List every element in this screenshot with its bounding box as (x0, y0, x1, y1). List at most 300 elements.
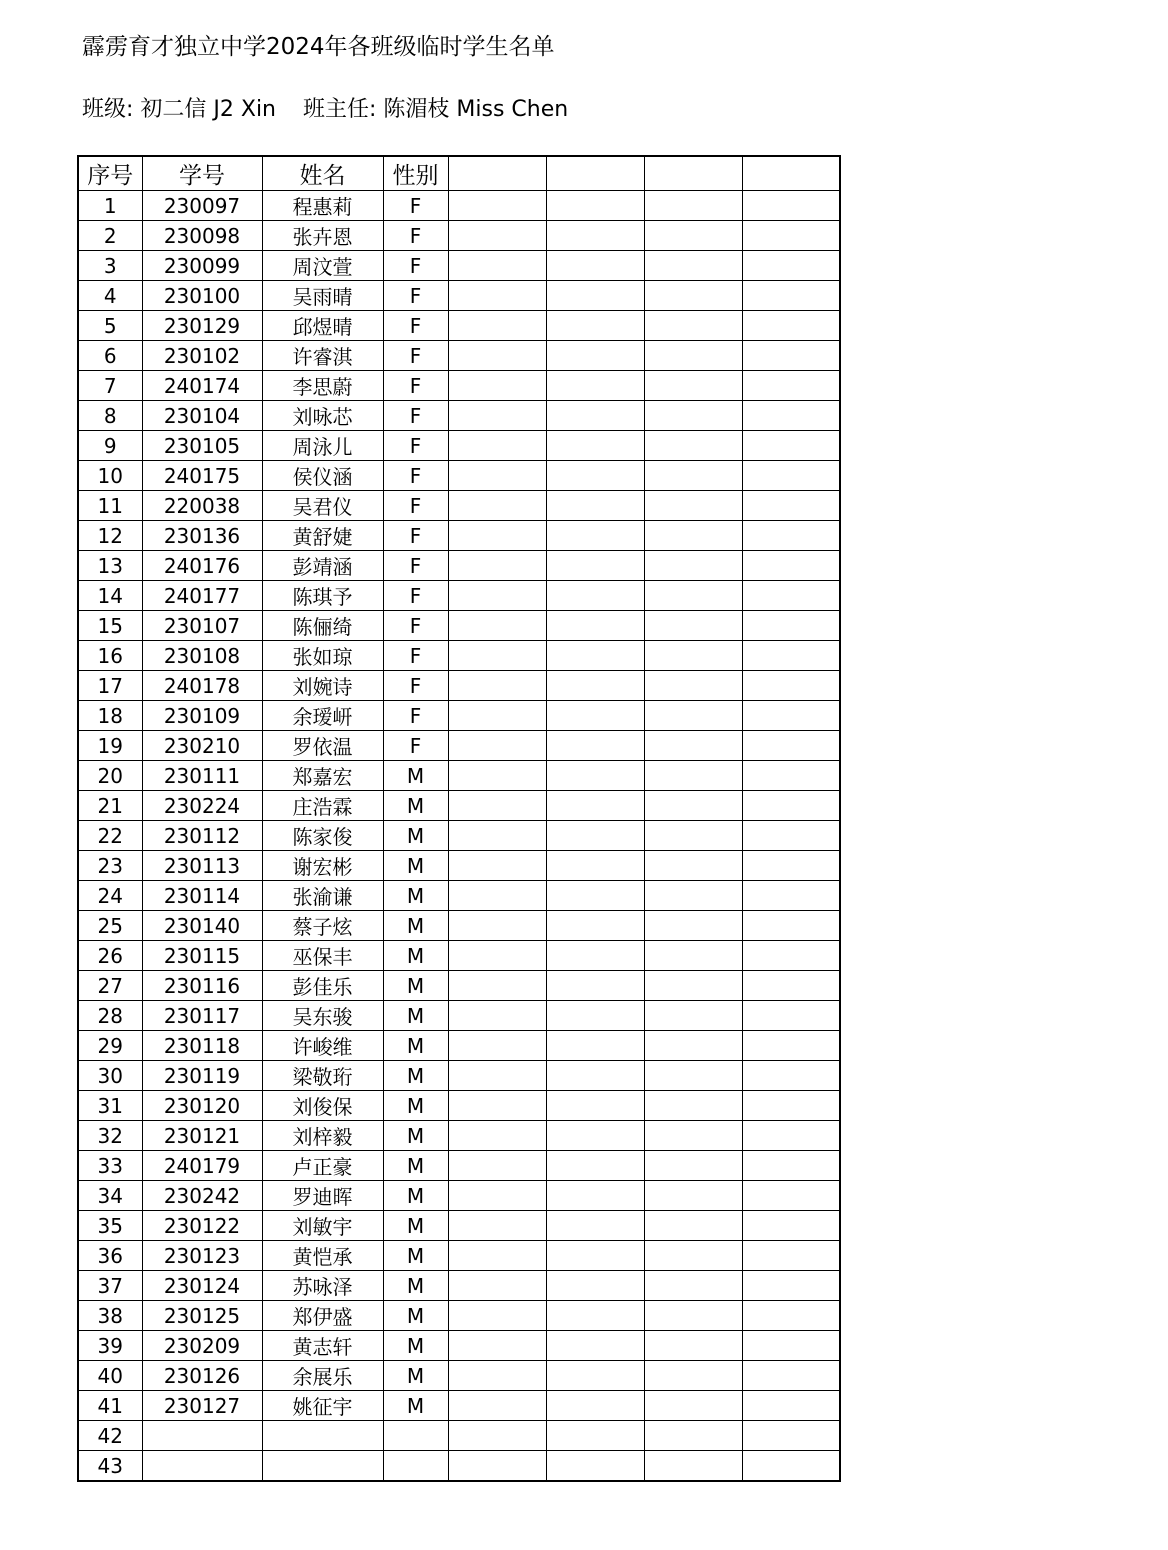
student-name-cell: 罗依温 (262, 731, 383, 761)
blank-cell (448, 731, 546, 761)
blank-cell (546, 431, 644, 461)
blank-cell (448, 611, 546, 641)
gender-cell: F (383, 491, 448, 521)
blank-cell (448, 1421, 546, 1451)
blank-cell (742, 941, 840, 971)
table-row (78, 1091, 840, 1121)
table-row (78, 1241, 840, 1271)
student-name-cell (262, 1421, 383, 1451)
gender-cell: M (383, 1001, 448, 1031)
blank-cell (546, 671, 644, 701)
blank-cell (644, 221, 742, 251)
blank-cell (644, 1181, 742, 1211)
gender-cell: M (383, 1031, 448, 1061)
table-row (78, 1211, 840, 1241)
table-row (78, 1001, 840, 1031)
blank-cell (742, 1151, 840, 1181)
student-id-cell: 230136 (142, 521, 262, 551)
seq-cell: 20 (78, 761, 142, 791)
blank-cell (644, 1091, 742, 1121)
seq-cell: 30 (78, 1061, 142, 1091)
blank-cell (644, 941, 742, 971)
table-row (78, 281, 840, 311)
blank-cell (644, 371, 742, 401)
seq-cell: 13 (78, 551, 142, 581)
seq-cell: 2 (78, 221, 142, 251)
blank-cell (546, 221, 644, 251)
blank-cell (546, 1421, 644, 1451)
header-blank-4 (742, 156, 840, 191)
table-row (78, 251, 840, 281)
student-id-cell: 240179 (142, 1151, 262, 1181)
blank-cell (448, 1271, 546, 1301)
blank-cell (546, 1271, 644, 1301)
table-row (78, 491, 840, 521)
student-name-cell: 侯仪涵 (262, 461, 383, 491)
blank-cell (644, 971, 742, 1001)
blank-cell (448, 1211, 546, 1241)
gender-cell: F (383, 521, 448, 551)
blank-cell (448, 641, 546, 671)
student-id-cell: 230098 (142, 221, 262, 251)
student-id-cell: 230123 (142, 1241, 262, 1271)
blank-cell (742, 701, 840, 731)
gender-cell: F (383, 191, 448, 221)
student-id-cell: 240175 (142, 461, 262, 491)
blank-cell (546, 1031, 644, 1061)
gender-cell: F (383, 701, 448, 731)
student-id-cell: 230242 (142, 1181, 262, 1211)
blank-cell (546, 461, 644, 491)
blank-cell (644, 461, 742, 491)
blank-cell (742, 401, 840, 431)
student-id-cell: 230121 (142, 1121, 262, 1151)
blank-cell (742, 1181, 840, 1211)
blank-cell (546, 611, 644, 641)
blank-cell (546, 551, 644, 581)
blank-cell (448, 431, 546, 461)
seq-cell: 16 (78, 641, 142, 671)
blank-cell (448, 1031, 546, 1061)
blank-cell (644, 821, 742, 851)
blank-cell (644, 1361, 742, 1391)
student-id-cell: 230111 (142, 761, 262, 791)
blank-cell (546, 371, 644, 401)
table-row (78, 971, 840, 1001)
blank-cell (742, 251, 840, 281)
seq-cell: 43 (78, 1451, 142, 1482)
table-row (78, 581, 840, 611)
gender-cell: F (383, 341, 448, 371)
blank-cell (742, 521, 840, 551)
student-name-cell: 黄恺承 (262, 1241, 383, 1271)
blank-cell (546, 341, 644, 371)
blank-cell (546, 701, 644, 731)
blank-cell (742, 581, 840, 611)
table-row (78, 431, 840, 461)
seq-cell: 5 (78, 311, 142, 341)
blank-cell (644, 1451, 742, 1482)
blank-cell (644, 851, 742, 881)
table-row (78, 551, 840, 581)
table-row (78, 611, 840, 641)
seq-cell: 18 (78, 701, 142, 731)
blank-cell (546, 1391, 644, 1421)
seq-cell: 14 (78, 581, 142, 611)
blank-cell (546, 521, 644, 551)
blank-cell (546, 1241, 644, 1271)
gender-cell: M (383, 1391, 448, 1421)
blank-cell (448, 551, 546, 581)
blank-cell (644, 1151, 742, 1181)
blank-cell (742, 1451, 840, 1482)
table-row (78, 401, 840, 431)
blank-cell (448, 761, 546, 791)
student-id-cell: 230097 (142, 191, 262, 221)
seq-cell: 38 (78, 1301, 142, 1331)
blank-cell (644, 1271, 742, 1301)
student-id-cell: 230113 (142, 851, 262, 881)
table-header-row (78, 156, 840, 191)
blank-cell (448, 1181, 546, 1211)
student-id-cell: 230124 (142, 1271, 262, 1301)
student-name-cell: 吴东骏 (262, 1001, 383, 1031)
blank-cell (546, 311, 644, 341)
student-id-cell: 230120 (142, 1091, 262, 1121)
blank-cell (742, 1061, 840, 1091)
seq-cell: 28 (78, 1001, 142, 1031)
blank-cell (448, 971, 546, 1001)
student-name-cell: 彭佳乐 (262, 971, 383, 1001)
student-id-cell: 230224 (142, 791, 262, 821)
seq-cell: 7 (78, 371, 142, 401)
student-id-cell: 230112 (142, 821, 262, 851)
gender-cell: F (383, 431, 448, 461)
student-id-cell: 230210 (142, 731, 262, 761)
blank-cell (448, 1451, 546, 1482)
blank-cell (546, 1121, 644, 1151)
table-row (78, 1031, 840, 1061)
seq-cell: 4 (78, 281, 142, 311)
gender-cell: M (383, 1301, 448, 1331)
header-student-id: 学号 (142, 156, 262, 191)
blank-cell (546, 791, 644, 821)
gender-cell: F (383, 371, 448, 401)
student-name-cell: 余展乐 (262, 1361, 383, 1391)
table-row (78, 1361, 840, 1391)
blank-cell (644, 1421, 742, 1451)
blank-cell (448, 1001, 546, 1031)
blank-cell (644, 791, 742, 821)
gender-cell: M (383, 1181, 448, 1211)
table-row (78, 881, 840, 911)
student-id-cell: 230105 (142, 431, 262, 461)
blank-cell (448, 911, 546, 941)
class-label: 班级: 初二信 J2 Xin (82, 97, 277, 122)
blank-cell (742, 371, 840, 401)
blank-cell (742, 911, 840, 941)
gender-cell: F (383, 731, 448, 761)
blank-cell (546, 1091, 644, 1121)
student-id-cell: 230099 (142, 251, 262, 281)
student-id-cell: 230129 (142, 311, 262, 341)
student-name-cell: 刘敏宇 (262, 1211, 383, 1241)
blank-cell (644, 1031, 742, 1061)
seq-cell: 22 (78, 821, 142, 851)
table-row (78, 791, 840, 821)
student-name-cell: 程惠莉 (262, 191, 383, 221)
student-name-cell: 刘梓毅 (262, 1121, 383, 1151)
blank-cell (742, 1421, 840, 1451)
blank-cell (448, 1241, 546, 1271)
blank-cell (742, 1121, 840, 1151)
blank-cell (644, 251, 742, 281)
blank-cell (742, 1211, 840, 1241)
seq-cell: 40 (78, 1361, 142, 1391)
gender-cell: M (383, 851, 448, 881)
seq-cell: 35 (78, 1211, 142, 1241)
blank-cell (546, 821, 644, 851)
blank-cell (742, 281, 840, 311)
seq-cell: 21 (78, 791, 142, 821)
table-row (78, 1451, 840, 1482)
table-row (78, 221, 840, 251)
student-name-cell: 陈俪绮 (262, 611, 383, 641)
blank-cell (644, 1211, 742, 1241)
blank-cell (644, 431, 742, 461)
student-name-cell: 吴君仪 (262, 491, 383, 521)
seq-cell: 25 (78, 911, 142, 941)
blank-cell (742, 761, 840, 791)
blank-cell (546, 1211, 644, 1241)
table-row (78, 191, 840, 221)
blank-cell (448, 941, 546, 971)
seq-cell: 9 (78, 431, 142, 461)
blank-cell (546, 941, 644, 971)
student-name-cell: 周泳儿 (262, 431, 383, 461)
table-row (78, 641, 840, 671)
blank-cell (448, 821, 546, 851)
student-id-cell: 230117 (142, 1001, 262, 1031)
blank-cell (448, 1391, 546, 1421)
gender-cell (383, 1421, 448, 1451)
table-row (78, 761, 840, 791)
blank-cell (644, 491, 742, 521)
student-id-cell: 230116 (142, 971, 262, 1001)
student-id-cell: 240178 (142, 671, 262, 701)
gender-cell: F (383, 581, 448, 611)
student-id-cell: 230125 (142, 1301, 262, 1331)
table-row (78, 1151, 840, 1181)
seq-cell: 26 (78, 941, 142, 971)
student-name-cell: 姚征宇 (262, 1391, 383, 1421)
student-name-cell: 谢宏彬 (262, 851, 383, 881)
blank-cell (644, 641, 742, 671)
blank-cell (546, 1451, 644, 1482)
blank-cell (644, 551, 742, 581)
gender-cell: M (383, 1241, 448, 1271)
blank-cell (644, 191, 742, 221)
blank-cell (546, 1361, 644, 1391)
teacher-label: 班主任: 陈湄枝 Miss Chen (303, 97, 569, 122)
blank-cell (644, 341, 742, 371)
student-id-cell: 230115 (142, 941, 262, 971)
header-name: 姓名 (262, 156, 383, 191)
blank-cell (546, 191, 644, 221)
blank-cell (742, 1271, 840, 1301)
table-row (78, 1121, 840, 1151)
header-blank-1 (448, 156, 546, 191)
blank-cell (448, 1361, 546, 1391)
table-row (78, 521, 840, 551)
blank-cell (742, 1031, 840, 1061)
table-row (78, 461, 840, 491)
blank-cell (742, 461, 840, 491)
blank-cell (742, 971, 840, 1001)
blank-cell (546, 641, 644, 671)
header-blank-2 (546, 156, 644, 191)
gender-cell: M (383, 1361, 448, 1391)
student-name-cell: 梁敬珩 (262, 1061, 383, 1091)
gender-cell: M (383, 1331, 448, 1361)
blank-cell (546, 911, 644, 941)
blank-cell (546, 1301, 644, 1331)
table-row (78, 731, 840, 761)
blank-cell (448, 1061, 546, 1091)
blank-cell (742, 1241, 840, 1271)
blank-cell (742, 611, 840, 641)
gender-cell: F (383, 641, 448, 671)
table-row (78, 911, 840, 941)
seq-cell: 31 (78, 1091, 142, 1121)
student-name-cell: 张卉恩 (262, 221, 383, 251)
student-name-cell: 苏咏泽 (262, 1271, 383, 1301)
blank-cell (546, 851, 644, 881)
blank-cell (742, 641, 840, 671)
gender-cell: M (383, 1211, 448, 1241)
student-name-cell: 巫保丰 (262, 941, 383, 971)
gender-cell: F (383, 221, 448, 251)
blank-cell (742, 191, 840, 221)
gender-cell: M (383, 791, 448, 821)
blank-cell (742, 1091, 840, 1121)
table-row (78, 1181, 840, 1211)
seq-cell: 6 (78, 341, 142, 371)
seq-cell: 17 (78, 671, 142, 701)
student-name-cell: 陈琪予 (262, 581, 383, 611)
table-row (78, 1421, 840, 1451)
gender-cell: M (383, 1151, 448, 1181)
table-row (78, 311, 840, 341)
gender-cell: M (383, 1061, 448, 1091)
seq-cell: 27 (78, 971, 142, 1001)
student-id-cell: 230109 (142, 701, 262, 731)
gender-cell: F (383, 251, 448, 281)
table-row (78, 1061, 840, 1091)
blank-cell (742, 491, 840, 521)
blank-cell (448, 401, 546, 431)
blank-cell (448, 371, 546, 401)
seq-cell: 12 (78, 521, 142, 551)
blank-cell (448, 1151, 546, 1181)
gender-cell: F (383, 401, 448, 431)
gender-cell: F (383, 461, 448, 491)
seq-cell: 42 (78, 1421, 142, 1451)
student-name-cell (262, 1451, 383, 1482)
blank-cell (644, 1331, 742, 1361)
table-row (78, 941, 840, 971)
blank-cell (742, 851, 840, 881)
blank-cell (448, 1121, 546, 1151)
blank-cell (448, 281, 546, 311)
blank-cell (448, 461, 546, 491)
page-title: 霹雳育才独立中学2024年各班级临时学生名单 (82, 34, 555, 60)
header-gender: 性别 (383, 156, 448, 191)
seq-cell: 1 (78, 191, 142, 221)
blank-cell (448, 521, 546, 551)
table-row (78, 1391, 840, 1421)
blank-cell (742, 341, 840, 371)
blank-cell (448, 341, 546, 371)
blank-cell (644, 1391, 742, 1421)
seq-cell: 15 (78, 611, 142, 641)
blank-cell (546, 491, 644, 521)
student-id-cell (142, 1451, 262, 1482)
blank-cell (546, 1331, 644, 1361)
blank-cell (742, 431, 840, 461)
blank-cell (742, 1331, 840, 1361)
gender-cell: M (383, 761, 448, 791)
blank-cell (448, 311, 546, 341)
blank-cell (644, 581, 742, 611)
seq-cell: 23 (78, 851, 142, 881)
student-id-cell: 230140 (142, 911, 262, 941)
header-blank-3 (644, 156, 742, 191)
blank-cell (644, 701, 742, 731)
blank-cell (644, 1241, 742, 1271)
table-row (78, 851, 840, 881)
blank-cell (448, 581, 546, 611)
blank-cell (546, 251, 644, 281)
student-name-cell: 邱煜晴 (262, 311, 383, 341)
blank-cell (644, 671, 742, 701)
gender-cell (383, 1451, 448, 1482)
student-roster-table (77, 155, 841, 1482)
blank-cell (546, 401, 644, 431)
student-id-cell: 230209 (142, 1331, 262, 1361)
blank-cell (644, 1121, 742, 1151)
blank-cell (644, 731, 742, 761)
blank-cell (644, 881, 742, 911)
seq-cell: 32 (78, 1121, 142, 1151)
student-id-cell: 240177 (142, 581, 262, 611)
blank-cell (546, 1001, 644, 1031)
blank-cell (742, 1001, 840, 1031)
blank-cell (448, 671, 546, 701)
blank-cell (448, 221, 546, 251)
student-name-cell: 郑伊盛 (262, 1301, 383, 1331)
blank-cell (448, 1301, 546, 1331)
blank-cell (546, 281, 644, 311)
seq-cell: 24 (78, 881, 142, 911)
seq-cell: 29 (78, 1031, 142, 1061)
student-name-cell: 彭靖涵 (262, 551, 383, 581)
blank-cell (644, 761, 742, 791)
seq-cell: 19 (78, 731, 142, 761)
gender-cell: M (383, 1121, 448, 1151)
table-row (78, 341, 840, 371)
gender-cell: M (383, 821, 448, 851)
